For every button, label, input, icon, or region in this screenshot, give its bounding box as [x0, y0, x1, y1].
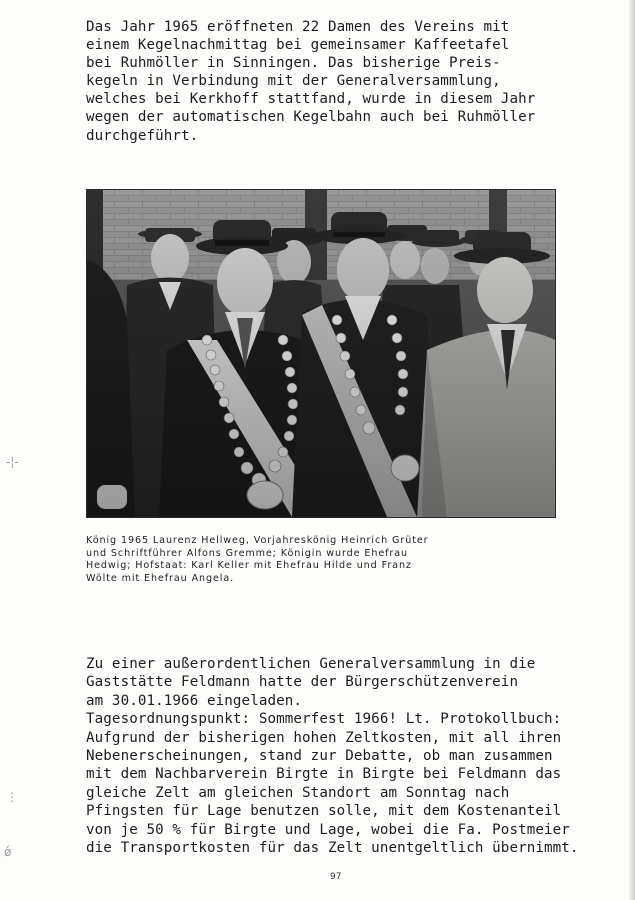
- group-photo: [87, 190, 555, 517]
- scan-mark: -¦-: [6, 455, 19, 469]
- photo-caption: König 1965 Laurenz Hellweg, Vorjahreskönig Heinrich Grüter und Schriftführer Alfons Gremme; Königin wurde Ehefrau Hedwig; Hofstaat: Karl Keller mit Ehefrau Hilde und Franz Wölte mit Ehefrau Angela.: [86, 535, 429, 584]
- paragraph-meeting: Zu einer außerordentlichen Generalversammlung in die Gaststätte Feldmann hatte der Bürgerschützenverein am 30.01.1966 eingeladen. Tagesordnungspunkt: Sommerfest 1966! Lt. Protokollbuch: Aufgrund der bisherigen hohen Zeltkosten, mit all ihren Nebenerscheinungen, stand zur Debatte, ob man zusammen mit dem Nachbarverein Birgte in Birgte bei Feldmann das gleiche Zelt am gleichen Standort am Sonntag nach Pfingsten für Lage benutzen solle, mit dem Kostenanteil von je 50 % für Birgte und Lage, wobei die Fa. Postmeier die Transportkosten für das Zelt unentgeltlich übernimmt.: [86, 656, 579, 857]
- scan-mark: ⋮: [6, 790, 18, 804]
- page-edge: [629, 0, 635, 900]
- paragraph-intro: Das Jahr 1965 eröffneten 22 Damen des Vereins mit einem Kegelnachmittag bei gemeinsamer Kaffeetafel bei Ruhmöller in Sinningen. Das bisherige Preis- kegeln in Verbindung mit der Generalversammlung, welches bei Kerkhoff stattfand, wurde in diesem Jahr wegen der automatischen Kegelbahn auch bei Ruhmöller durchgeführt.: [86, 19, 536, 144]
- page-number: 97: [330, 872, 342, 882]
- scan-mark: ǿ: [4, 845, 12, 859]
